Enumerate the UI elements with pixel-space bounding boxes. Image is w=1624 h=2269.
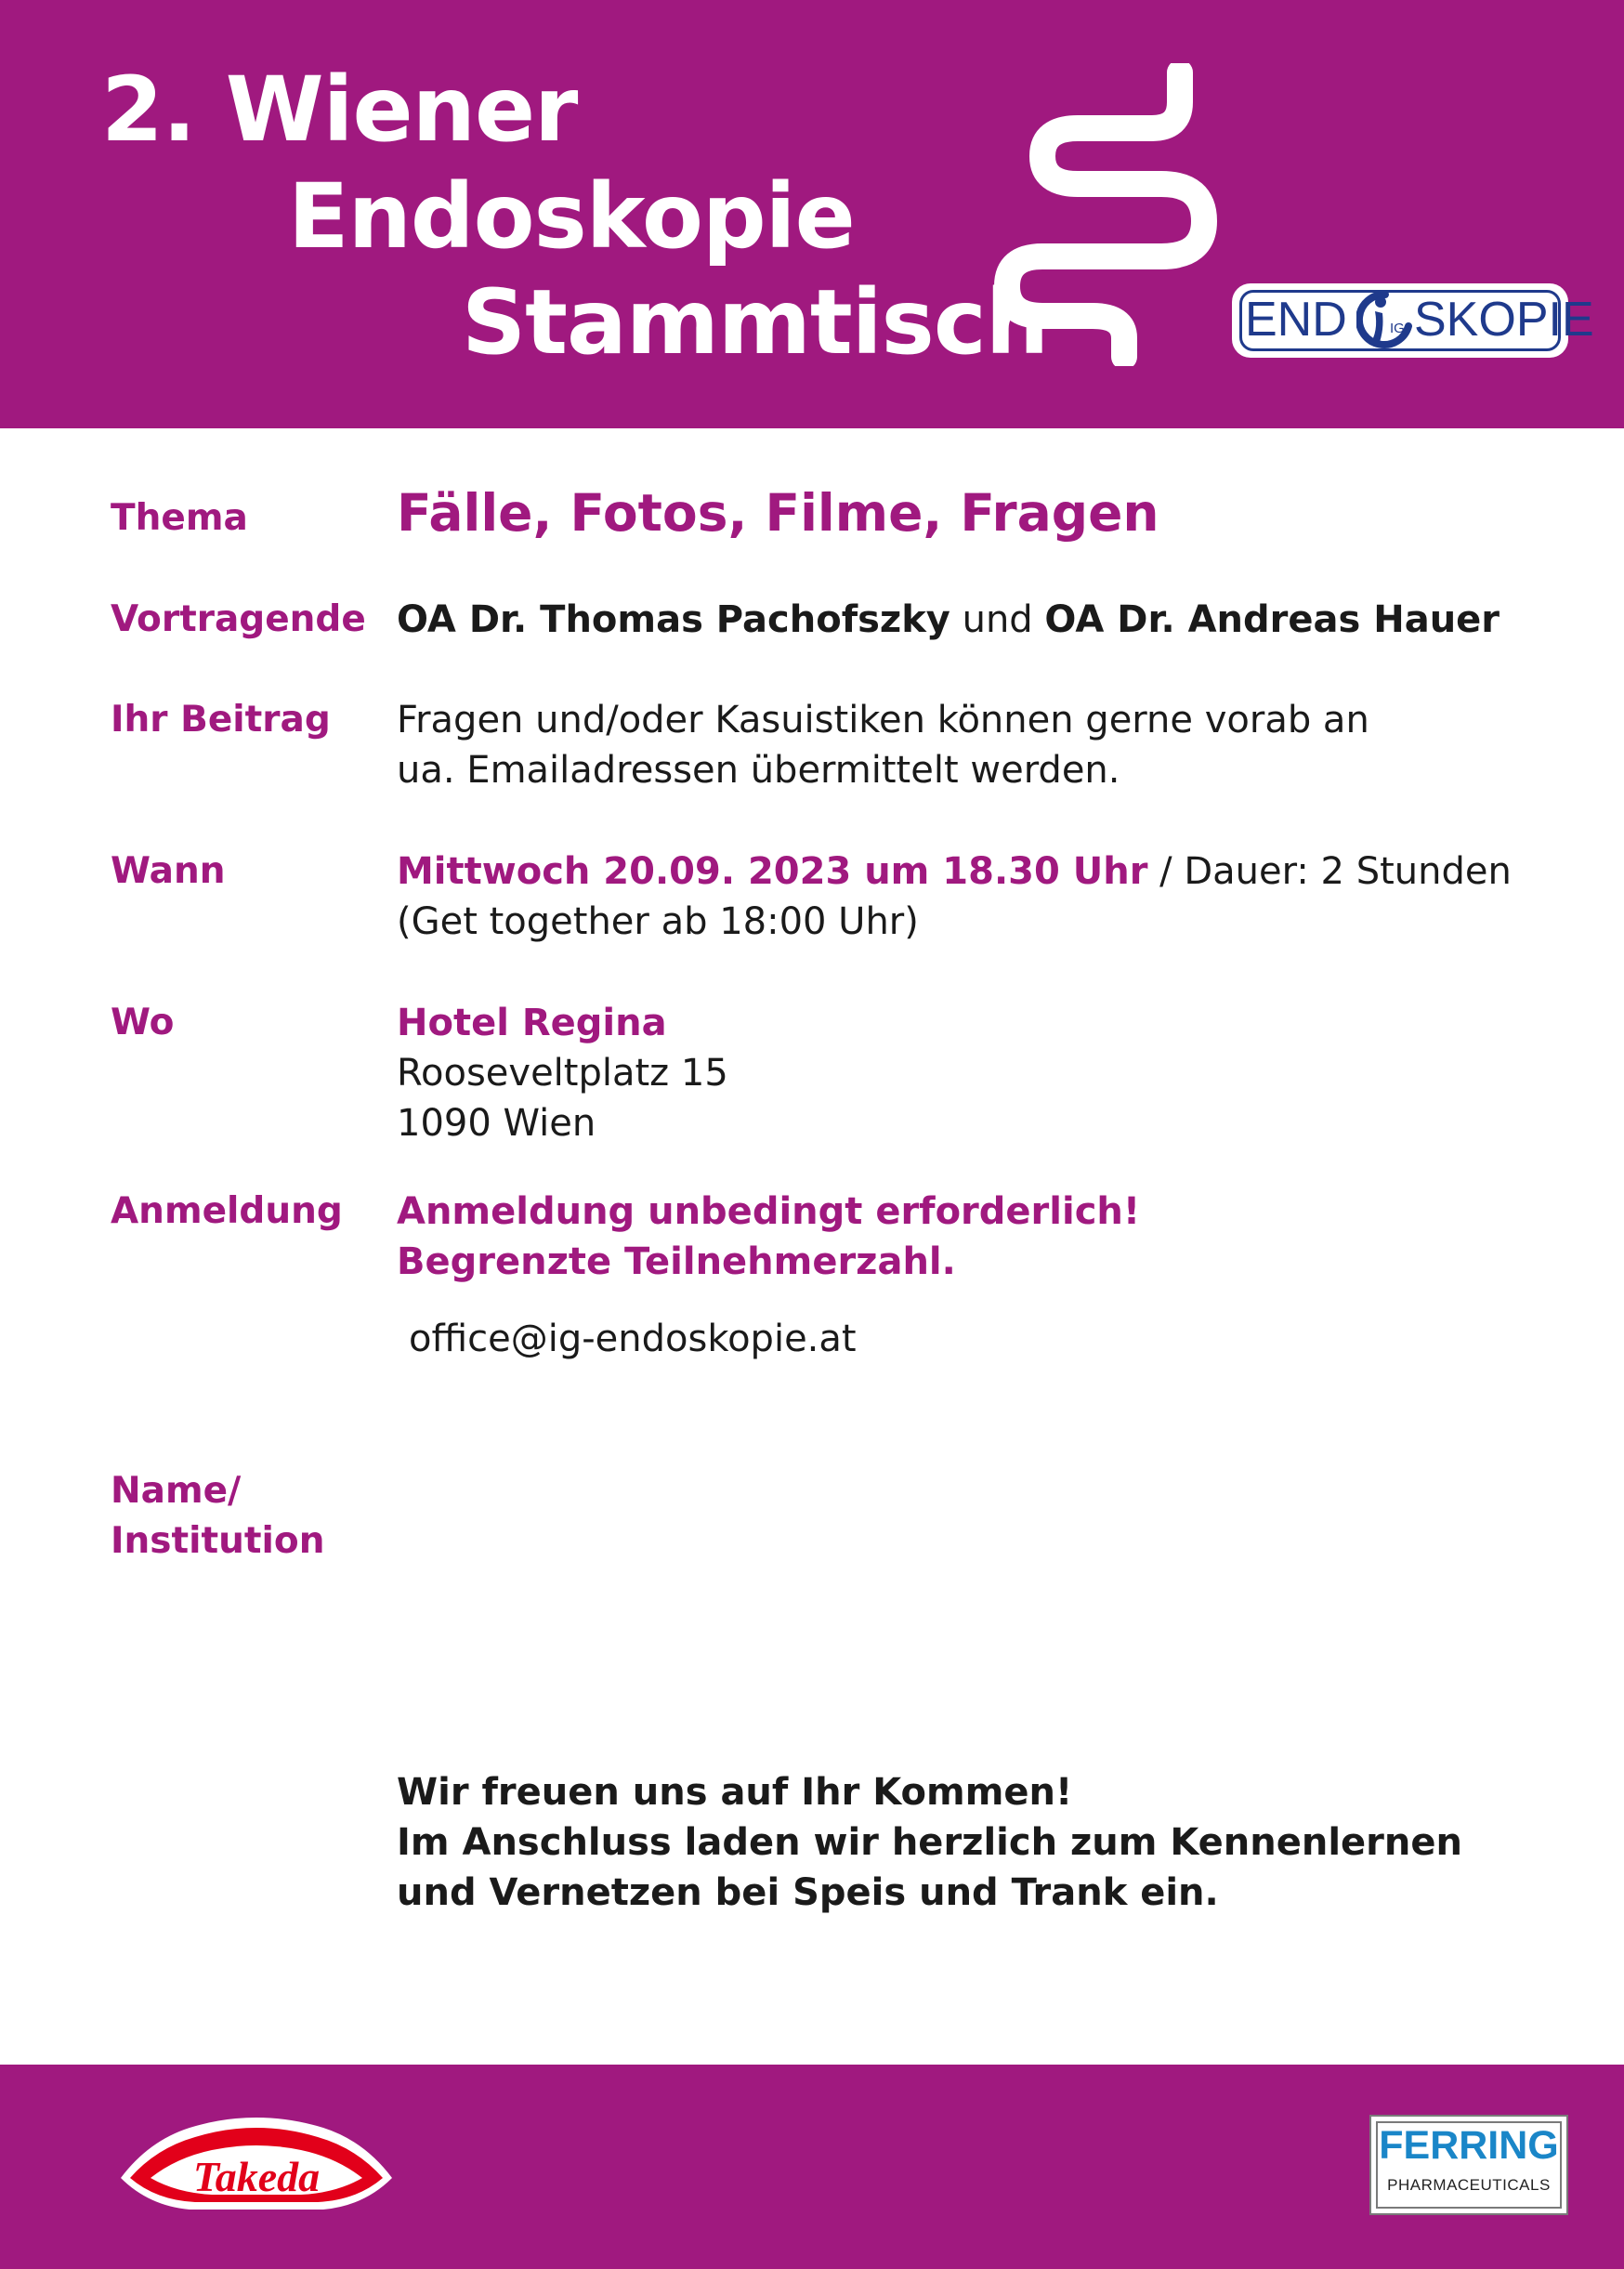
label-institution: Institution: [111, 1520, 325, 1562]
ig-figure-icon: [1356, 289, 1414, 352]
event-duration: / Dauer: 2 Stunden: [1147, 850, 1512, 893]
title-line-3: Stammtisch: [462, 270, 1049, 374]
label-vortragende: Vortragende: [111, 598, 366, 640]
label-thema: Thema: [111, 497, 248, 539]
label-wo: Wo: [111, 1002, 175, 1043]
beitrag-line-1: Fragen und/oder Kasuistiken können gerne vorab an: [397, 699, 1369, 741]
venue-street: Rooseveltplatz 15: [397, 1052, 728, 1095]
speaker-2: OA Dr. Andreas Hauer: [1044, 598, 1500, 641]
speaker-connector: und: [950, 598, 1045, 641]
wann-line-2: (Get together ab 18:00 Uhr): [397, 900, 919, 943]
topic-value: Fälle, Fotos, Filme, Fragen: [397, 483, 1159, 543]
ig-logo-mark-text: IG: [1390, 321, 1405, 336]
ferring-logo: [1369, 2115, 1568, 2215]
speakers-value: [397, 595, 1500, 645]
registration-email-link[interactable]: office@ig-endoskopie.at: [409, 1318, 857, 1360]
label-wann: Wann: [111, 850, 226, 892]
title-line-1: 2. Wiener: [101, 58, 578, 162]
label-ihr-beitrag: Ihr Beitrag: [111, 699, 331, 741]
speaker-1: OA Dr. Thomas Pachofszky: [397, 598, 950, 641]
ferring-logo-subtext: PHARMACEUTICALS: [1387, 2176, 1551, 2194]
venue-name: Hotel Regina: [397, 1002, 667, 1044]
venue-city: 1090 Wien: [397, 1102, 596, 1145]
takeda-logo: [110, 2113, 403, 2215]
closing-line-1: Wir freuen uns auf Ihr Kommen!: [397, 1771, 1073, 1814]
event-date: Mittwoch 20.09. 2023 um 18.30 Uhr: [397, 850, 1148, 893]
ig-logo-text-left: END: [1245, 293, 1347, 347]
anmeldung-line-2: Begrenzte Teilnehmerzahl.: [397, 1240, 956, 1283]
intestine-icon: [985, 63, 1245, 366]
ig-logo-text-right: SKOPIE: [1414, 293, 1594, 347]
label-anmeldung: Anmeldung: [111, 1190, 343, 1232]
beitrag-line-2: ua. Emailadressen übermittelt werden.: [397, 749, 1120, 792]
ferring-logo-text: FERRING: [1379, 2123, 1559, 2168]
takeda-logo-text: Takeda: [192, 2153, 321, 2200]
ig-endoskopie-logo: [1232, 283, 1594, 358]
title-line-2: Endoskopie: [288, 164, 855, 269]
label-name: Name/: [111, 1470, 242, 1512]
closing-line-3: und Vernetzen bei Speis und Trank ein.: [397, 1871, 1219, 1914]
anmeldung-line-1: Anmeldung unbedingt erforderlich!: [397, 1190, 1141, 1233]
closing-line-2: Im Anschluss laden wir herzlich zum Kennenlernen: [397, 1821, 1462, 1864]
wann-line-1: [397, 846, 1512, 897]
header-banner: [0, 0, 1624, 428]
